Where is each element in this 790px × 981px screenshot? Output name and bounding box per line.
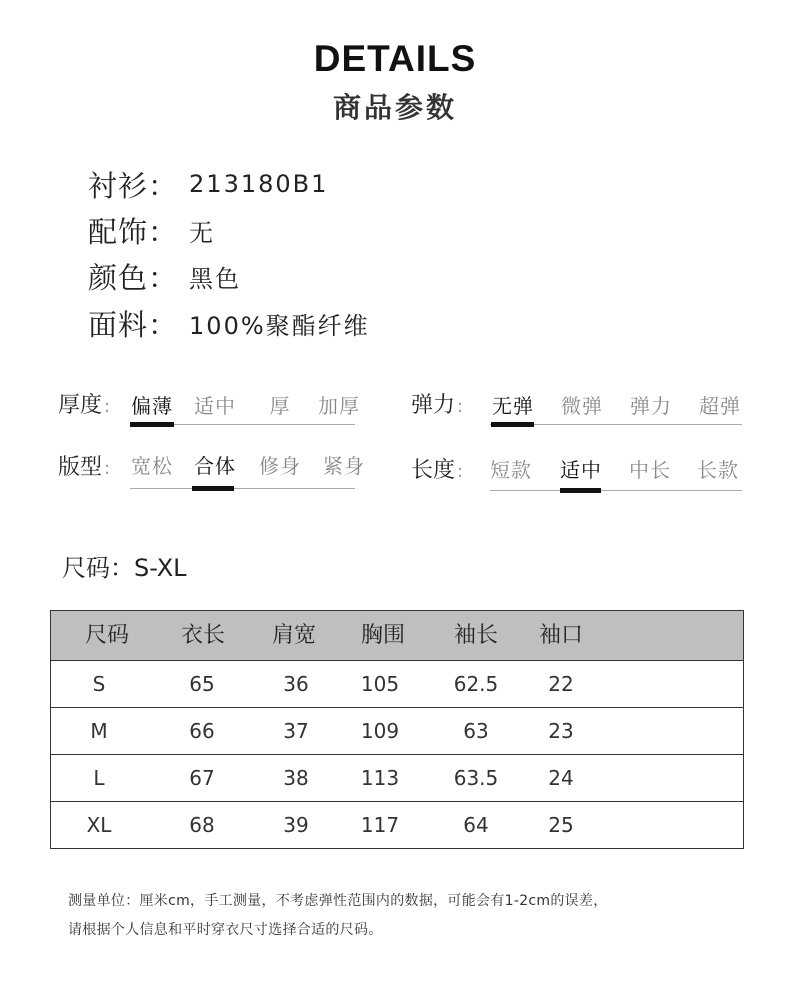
attr-option-fit-tight: 紧身 xyxy=(323,454,365,478)
table-row xyxy=(51,708,743,755)
info-label: 面料 xyxy=(88,307,149,342)
table-cell: 109 xyxy=(360,719,400,743)
table-cell: 62.5 xyxy=(453,672,499,696)
attr-option-length-short: 短款 xyxy=(490,458,532,482)
table-row xyxy=(51,661,743,708)
info-colon: ： xyxy=(148,214,178,249)
info-value: 100%聚酯纤维 xyxy=(189,311,370,340)
column-header-chest: 胸围 xyxy=(360,623,405,648)
page-title: DETAILS xyxy=(313,38,477,79)
column-header-cuff: 袖口 xyxy=(538,623,583,648)
attr-option-thickness-medium: 适中 xyxy=(194,394,236,418)
table-cell: 39 xyxy=(283,813,309,837)
info-colon: ： xyxy=(148,168,178,203)
info-value: 黑色 xyxy=(189,264,242,293)
table-cell: 66 xyxy=(189,719,215,743)
attr-option-thickness-thick: 厚 xyxy=(269,394,291,418)
table-cell: 65 xyxy=(189,672,215,696)
table-cell: 38 xyxy=(283,766,309,790)
attr-label-fit xyxy=(58,450,110,481)
attr-selected-marker-fit xyxy=(192,486,234,491)
attr-option-elasticity-none: 无弹 xyxy=(492,394,534,418)
attr-option-length-regular: 适中 xyxy=(560,458,602,482)
attr-label-text: 长度 xyxy=(411,458,456,483)
attr-colon: : xyxy=(457,461,464,482)
attr-track-fit xyxy=(130,488,355,489)
attr-label-text: 厚度 xyxy=(58,393,103,418)
info-row-color xyxy=(88,256,241,296)
measurement-note: 测量单位：厘米cm，手工测量，不考虑弹性范围内的数据，可能会有1-2cm的误差， xyxy=(68,893,608,909)
table-cell: 36 xyxy=(283,672,309,696)
attr-option-length-medium-long: 中长 xyxy=(629,458,671,482)
table-cell: 37 xyxy=(283,719,309,743)
table-cell: 68 xyxy=(189,813,215,837)
size-advice-note: 请根据个人信息和平时穿衣尺寸选择合适的尺码。 xyxy=(68,922,383,938)
table-cell: M xyxy=(90,719,108,743)
table-cell: 67 xyxy=(189,766,215,790)
attr-selected-marker-thickness xyxy=(130,422,174,427)
info-label: 衬衫 xyxy=(88,168,149,203)
page-subtitle: 商品参数 xyxy=(332,91,457,124)
attr-track-length xyxy=(490,490,742,491)
table-row xyxy=(51,802,743,849)
column-header-size: 尺码 xyxy=(84,623,129,648)
table-cell: 113 xyxy=(360,766,400,790)
attr-selected-marker-length xyxy=(560,488,601,493)
table-cell: 24 xyxy=(548,766,574,790)
attr-label-text: 弹力 xyxy=(411,393,456,418)
column-header-shoulder: 肩宽 xyxy=(271,623,316,648)
attr-label-text: 版型 xyxy=(58,455,103,480)
attr-option-thickness-extra-thick: 加厚 xyxy=(318,394,360,418)
table-header xyxy=(51,611,743,661)
attr-label-elasticity xyxy=(411,388,463,419)
attr-colon: : xyxy=(457,396,464,417)
table-cell: 23 xyxy=(548,719,574,743)
table-cell: S xyxy=(92,672,106,696)
attr-selected-marker-elasticity xyxy=(491,422,534,427)
table-cell: 25 xyxy=(548,813,574,837)
info-colon: ： xyxy=(148,307,178,342)
column-header-length: 衣长 xyxy=(180,623,225,648)
info-value: 无 xyxy=(189,218,216,247)
table-cell: 63 xyxy=(463,719,489,743)
table-cell: 63.5 xyxy=(453,766,499,790)
info-colon: ： xyxy=(148,260,178,295)
info-label: 颜色 xyxy=(88,260,149,295)
attr-colon: : xyxy=(104,396,111,417)
attr-option-length-long: 长款 xyxy=(697,458,739,482)
size-range: 尺码：S-XL xyxy=(62,554,187,582)
table-cell: XL xyxy=(86,813,112,837)
table-cell: 117 xyxy=(360,813,400,837)
attr-label-length xyxy=(411,453,463,484)
attr-option-elasticity-stretch: 弹力 xyxy=(630,394,672,418)
attr-option-fit-regular: 合体 xyxy=(194,454,236,478)
table-cell: 64 xyxy=(463,813,489,837)
info-row-accessory xyxy=(88,210,215,250)
attr-option-elasticity-super: 超弹 xyxy=(699,394,741,418)
table-cell: L xyxy=(93,766,105,790)
attr-label-thickness xyxy=(58,388,110,419)
table-row xyxy=(51,755,743,802)
attr-option-elasticity-slight: 微弹 xyxy=(561,394,603,418)
attr-option-fit-loose: 宽松 xyxy=(131,454,173,478)
size-table xyxy=(50,610,744,849)
attr-colon: : xyxy=(104,458,111,479)
table-cell: 105 xyxy=(360,672,400,696)
attr-option-thickness-thin: 偏薄 xyxy=(131,394,173,418)
info-row-fabric xyxy=(88,303,370,343)
attr-option-fit-slim: 修身 xyxy=(259,454,301,478)
info-label: 配饰 xyxy=(88,214,149,249)
table-cell: 22 xyxy=(548,672,574,696)
info-row-shirt xyxy=(88,164,328,204)
column-header-sleeve: 袖长 xyxy=(453,623,498,648)
info-value: 213180B1 xyxy=(189,170,329,198)
